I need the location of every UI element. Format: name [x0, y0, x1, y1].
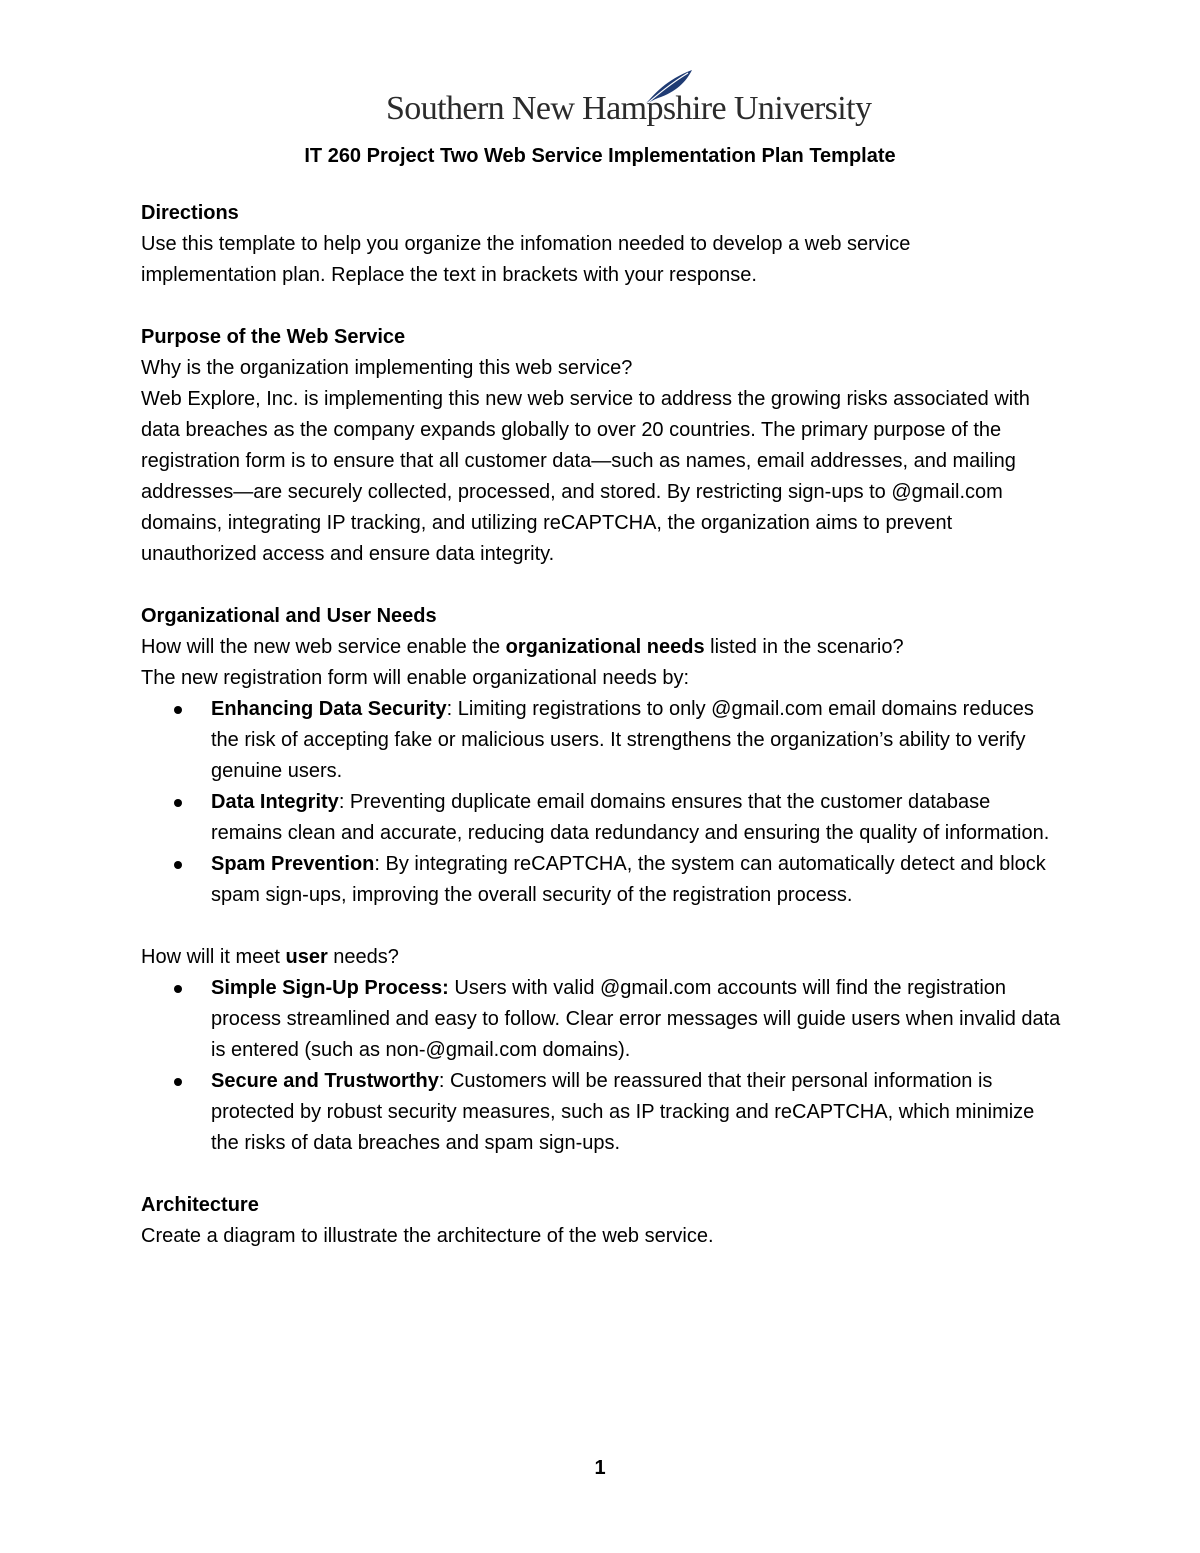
directions-line-1: Use this template to help you organize the infomation needed to develop a web service — [141, 233, 911, 255]
purpose-question: Why is the organization implementing this web service? — [141, 357, 633, 379]
user-needs-question: How will it meet user needs? — [141, 946, 399, 968]
document-body — [141, 198, 1066, 1252]
document-title: IT 260 Project Two Web Service Implementation Plan Template — [304, 145, 896, 167]
list-item: Spam Prevention: By integrating reCAPTCHA, the system can automatically detect and block spam sign-ups, improving the overall security of the registration process. — [211, 849, 1066, 911]
user-needs-list — [141, 973, 1066, 1159]
bullet-icon — [174, 799, 182, 807]
bullet-icon — [174, 861, 182, 869]
directions-heading: Directions — [141, 202, 239, 224]
purpose-heading: Purpose of the Web Service — [141, 326, 406, 348]
architecture-text: Create a diagram to illustrate the architecture of the web service. — [141, 1225, 714, 1247]
purpose-answer: Web Explore, Inc. is implementing this new web service to address the growing risks associated with data breaches as the company expands globally to over 20 countries. The primary purpose of the registration form is to ensure that all customer data—such as names, email addresses, and mailing addresses—are securely collected, processed, and stored. By restricting sign-ups to @gmail.com domains, integrating IP tracking, and utilizing reCAPTCHA, the organization aims to prevent unauthorized access and ensure data integrity. — [141, 388, 1030, 565]
org-needs-list — [141, 694, 1066, 911]
list-item: Secure and Trustworthy: Customers will be reassured that their personal information is protected by robust security measures, such as IP tracking and reCAPTCHA, which minimize the risks of data breaches and spam sign-ups. — [211, 1066, 1066, 1159]
bullet-icon — [174, 1078, 182, 1086]
list-item: Simple Sign-Up Process: Users with valid @gmail.com accounts will find the registration process streamlined and easy to follow. Clear error messages will guide users when invalid data is entered (such as non-@gmail.com domains). — [211, 973, 1066, 1066]
logo-wordmark: Southern New Hampshire University — [386, 90, 872, 127]
list-item: Data Integrity: Preventing duplicate email domains ensures that the customer database remains clean and accurate, reducing data redundancy and ensuring the quality of information. — [211, 787, 1066, 849]
university-logo — [386, 68, 872, 134]
needs-heading: Organizational and User Needs — [141, 605, 437, 627]
list-item: Enhancing Data Security: Limiting registrations to only @gmail.com email domains reduces the risk of accepting fake or malicious users. It strengthens the organization’s ability to verify genuine users. — [211, 694, 1066, 787]
page-number: 1 — [594, 1457, 606, 1479]
org-needs-question: How will the new web service enable the organizational needs listed in the scenario? — [141, 636, 904, 658]
architecture-heading: Architecture — [141, 1194, 259, 1216]
directions-line-2: implementation plan. Replace the text in brackets with your response. — [141, 264, 757, 286]
bullet-icon — [174, 985, 182, 993]
org-needs-intro: The new registration form will enable organizational needs by: — [141, 667, 690, 689]
bullet-icon — [174, 706, 182, 714]
